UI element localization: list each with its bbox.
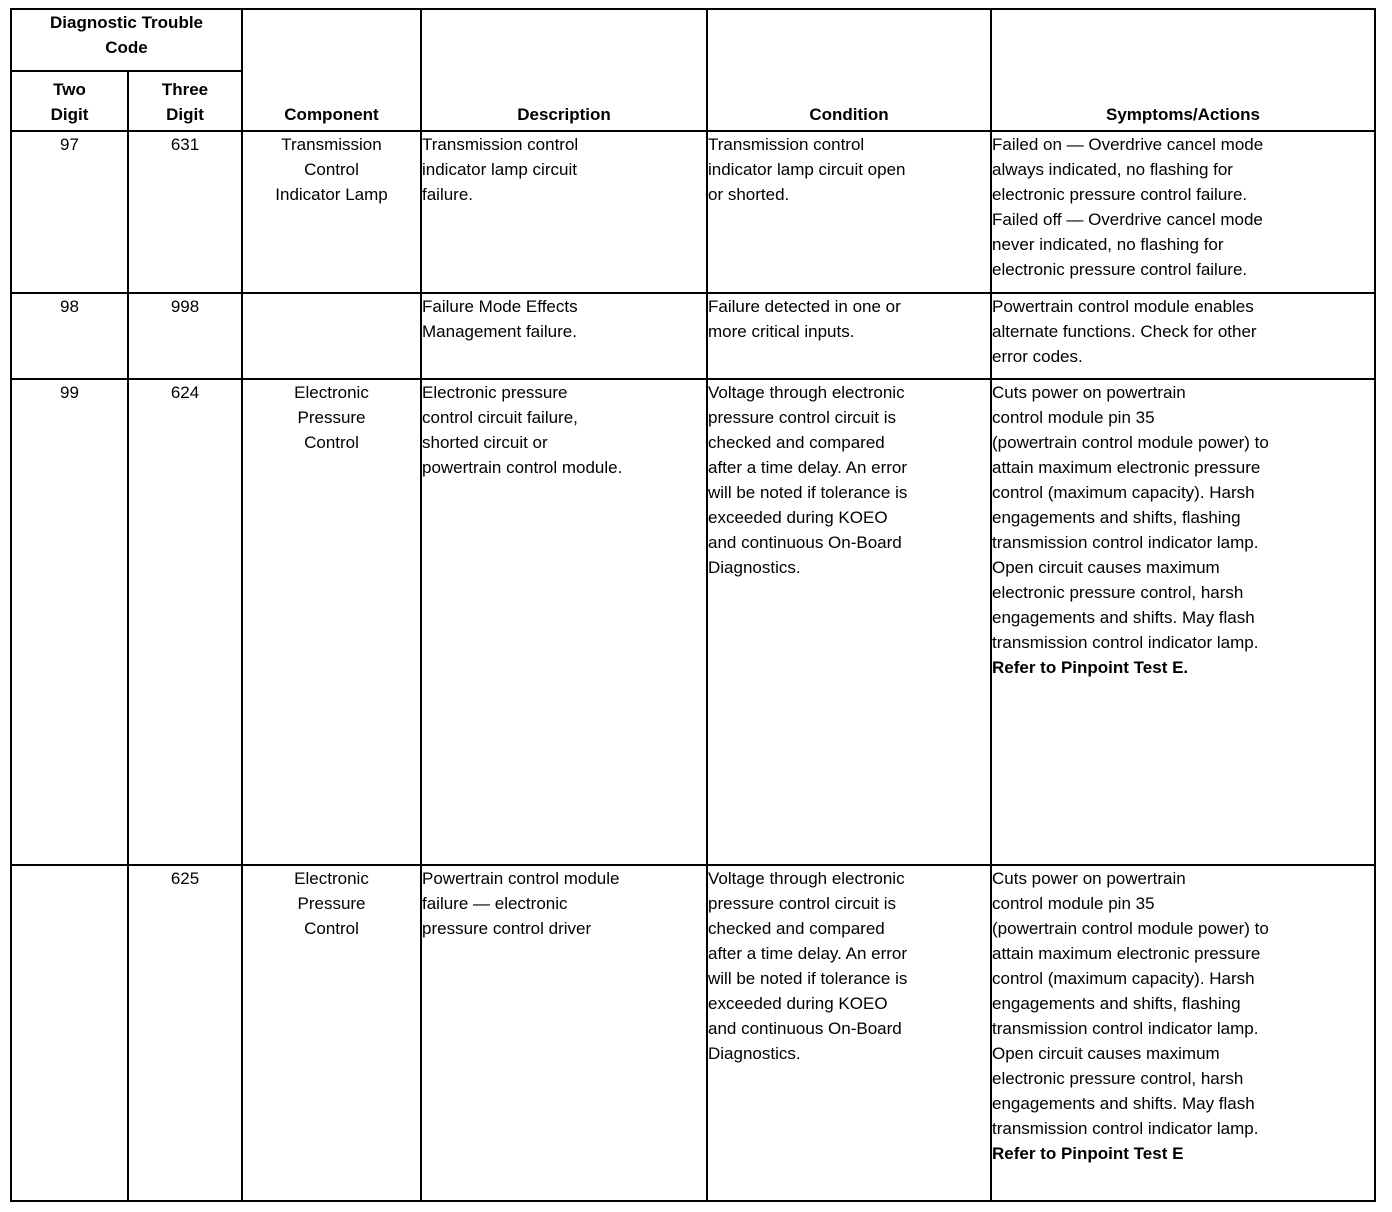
cell-line: Control <box>304 160 359 179</box>
table-row <box>11 865 1375 1201</box>
table-row <box>11 131 1375 293</box>
cell-line: Powertrain control module <box>422 869 620 888</box>
condition-cell <box>707 379 991 865</box>
pinpoint-test-reference: Refer to Pinpoint Test E <box>992 1144 1184 1163</box>
cell-line: Cuts power on powertrain <box>992 869 1186 888</box>
symptoms-cell <box>991 379 1375 865</box>
cell-line: transmission control indicator lamp. <box>992 533 1259 552</box>
cell-line: control module pin 35 <box>992 408 1155 427</box>
symptoms-cell <box>991 865 1375 1201</box>
symptoms-cell <box>991 293 1375 379</box>
cell-line: shorted circuit or <box>422 433 548 452</box>
three-digit-cell: 625 <box>128 865 242 1201</box>
description-cell <box>421 379 707 865</box>
cell-line: indicator lamp circuit open <box>708 160 906 179</box>
three-digit-cell: 631 <box>128 131 242 293</box>
cell-line: Voltage through electronic <box>708 383 905 402</box>
component-cell <box>242 865 421 1201</box>
component-cell <box>242 131 421 293</box>
cell-line: pressure control circuit is <box>708 408 897 427</box>
dtc-group-header <box>11 9 242 71</box>
cell-line: attain maximum electronic pressure <box>992 458 1261 477</box>
cell-line: and continuous On-Board <box>708 533 902 552</box>
cell-line: control (maximum capacity). Harsh <box>992 483 1255 502</box>
cell-line: Diagnostics. <box>708 1044 801 1063</box>
pinpoint-test-reference: Refer to Pinpoint Test E. <box>992 658 1189 677</box>
cell-line: checked and compared <box>708 433 885 452</box>
two-digit-header-line1: Two <box>53 80 86 99</box>
cell-line: will be noted if tolerance is <box>708 483 908 502</box>
cell-line: electronic pressure control failure. <box>992 260 1248 279</box>
cell-line: never indicated, no flashing for <box>992 235 1224 254</box>
cell-line: Control <box>304 433 359 452</box>
cell-line: Failed off — Overdrive cancel mode <box>992 210 1263 229</box>
cell-line: failure. <box>422 185 474 204</box>
cell-line: transmission control indicator lamp. <box>992 1019 1259 1038</box>
three-digit-cell: 998 <box>128 293 242 379</box>
cell-line: transmission control indicator lamp. <box>992 633 1259 652</box>
cell-line: after a time delay. An error <box>708 944 908 963</box>
cell-line: attain maximum electronic pressure <box>992 944 1261 963</box>
cell-line: engagements and shifts, flashing <box>992 508 1241 527</box>
table-row <box>11 379 1375 865</box>
cell-line: pressure control circuit is <box>708 894 897 913</box>
cell-line: Pressure <box>297 894 366 913</box>
cell-line: exceeded during KOEO <box>708 508 888 527</box>
cell-line: Transmission <box>281 135 382 154</box>
cell-line: alternate functions. Check for other <box>992 322 1257 341</box>
cell-line: exceeded during KOEO <box>708 994 888 1013</box>
two-digit-cell: 99 <box>11 379 128 865</box>
cell-line: engagements and shifts, flashing <box>992 994 1241 1013</box>
dtc-group-header-line2: Code <box>105 38 148 57</box>
condition-cell <box>707 865 991 1201</box>
cell-line: Cuts power on powertrain <box>992 383 1186 402</box>
cell-line: Transmission control <box>708 135 865 154</box>
three-digit-header-line1: Three <box>161 80 209 99</box>
cell-line: electronic pressure control failure. <box>992 185 1248 204</box>
cell-line: Transmission control <box>422 135 579 154</box>
cell-line: control circuit failure, <box>422 408 578 427</box>
cell-line: pressure control driver <box>422 919 592 938</box>
cell-line: powertrain control module. <box>422 458 623 477</box>
cell-line: Electronic pressure <box>422 383 568 402</box>
cell-line: or shorted. <box>708 185 790 204</box>
cell-line: electronic pressure control, harsh <box>992 1069 1244 1088</box>
cell-line: after a time delay. An error <box>708 458 908 477</box>
cell-line: Pressure <box>297 408 366 427</box>
description-cell <box>421 131 707 293</box>
cell-line: checked and compared <box>708 919 885 938</box>
cell-line: Failure Mode Effects <box>422 297 578 316</box>
cell-line: (powertrain control module power) to <box>992 919 1269 938</box>
dtc-group-header-line1: Diagnostic Trouble <box>49 13 204 32</box>
cell-line: Management failure. <box>422 322 577 341</box>
cell-line: control (maximum capacity). Harsh <box>992 969 1255 988</box>
cell-line: (powertrain control module power) to <box>992 433 1269 452</box>
description-cell <box>421 865 707 1201</box>
two-digit-cell: 98 <box>11 293 128 379</box>
description-header: Description <box>421 9 707 131</box>
two-digit-header-line2: Digit <box>50 105 89 124</box>
cell-line: error codes. <box>992 347 1083 366</box>
component-cell <box>242 293 421 379</box>
cell-line: Open circuit causes maximum <box>992 1044 1220 1063</box>
three-digit-header-line2: Digit <box>166 105 204 124</box>
cell-line: Open circuit causes maximum <box>992 558 1220 577</box>
cell-line: Electronic <box>294 869 369 888</box>
cell-line: Failed on — Overdrive cancel mode <box>992 135 1264 154</box>
condition-cell <box>707 131 991 293</box>
cell-line: Powertrain control module enables <box>992 297 1254 316</box>
cell-line: Indicator Lamp <box>275 185 388 204</box>
cell-line: transmission control indicator lamp. <box>992 1119 1259 1138</box>
description-cell <box>421 293 707 379</box>
three-digit-header <box>128 71 242 131</box>
table-row <box>11 293 1375 379</box>
cell-line: electronic pressure control, harsh <box>992 583 1244 602</box>
condition-cell <box>707 293 991 379</box>
cell-line: failure — electronic <box>422 894 568 913</box>
cell-line: always indicated, no flashing for <box>992 160 1233 179</box>
cell-line: more critical inputs. <box>708 322 855 341</box>
two-digit-cell <box>11 865 128 1201</box>
cell-line: Diagnostics. <box>708 558 801 577</box>
three-digit-cell: 624 <box>128 379 242 865</box>
two-digit-cell: 97 <box>11 131 128 293</box>
cell-line: will be noted if tolerance is <box>708 969 908 988</box>
dtc-table <box>10 8 1376 1202</box>
cell-line: Voltage through electronic <box>708 869 905 888</box>
component-cell <box>242 379 421 865</box>
cell-line: and continuous On-Board <box>708 1019 902 1038</box>
cell-line: engagements and shifts. May flash <box>992 1094 1255 1113</box>
cell-line: indicator lamp circuit <box>422 160 577 179</box>
cell-line: Failure detected in one or <box>708 297 901 316</box>
cell-line: control module pin 35 <box>992 894 1155 913</box>
component-header: Component <box>242 9 421 131</box>
cell-line: Electronic <box>294 383 369 402</box>
cell-line: Control <box>304 919 359 938</box>
symptoms-cell <box>991 131 1375 293</box>
symptoms-actions-header: Symptoms/Actions <box>991 9 1375 131</box>
two-digit-header <box>11 71 128 131</box>
condition-header: Condition <box>707 9 991 131</box>
cell-line: engagements and shifts. May flash <box>992 608 1255 627</box>
